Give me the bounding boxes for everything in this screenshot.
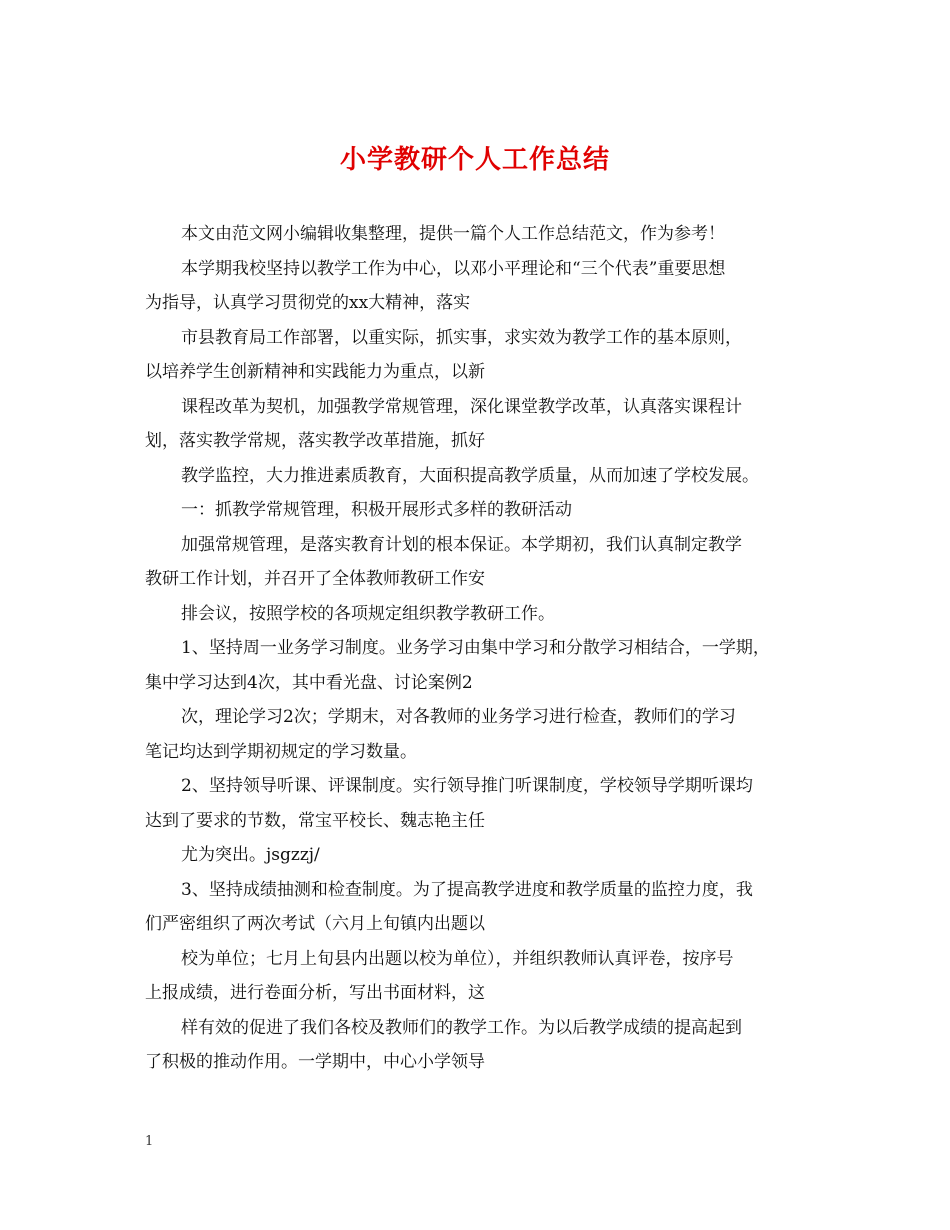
- text-line: 尤为突出。jsgzzj/: [181, 845, 320, 865]
- text-line: 一：抓教学常规管理，积极开展形式多样的教研活动: [181, 500, 572, 520]
- text-line: 以培养学生创新精神和实践能力为重点，以新: [145, 362, 485, 382]
- text-line: 3、坚持成绩抽测和检查制度。为了提高教学进度和教学质量的监控力度，我: [181, 879, 753, 900]
- text-line: 本文由范文网小编辑收集整理，提供一篇个人工作总结范文，作为参考！: [181, 224, 725, 244]
- text-line: 划，落实教学常规，落实教学改革措施，抓好: [145, 431, 485, 451]
- text-line: 教学监控，大力推进素质教育，大面积提高教学质量，从而加速了学校发展。: [181, 465, 759, 486]
- text-line: 们严密组织了两次考试（六月上旬镇内出题以: [145, 914, 485, 934]
- text-line: 本学期我校坚持以教学工作为中心，以邓小平理论和“三个代表”重要思想: [181, 258, 726, 279]
- text-line: 集中学习达到4次，其中看光盘、讨论案例2: [145, 672, 473, 693]
- text-line: 校为单位；七月上旬县内出题以校为单位），并组织教师认真评卷，按序号: [181, 948, 734, 969]
- document-title: 小学教研个人工作总结: [339, 145, 610, 175]
- text-line: 次，理论学习2次；学期末，对各教师的业务学习进行检查，教师们的学习: [181, 707, 736, 727]
- text-line: 2、坚持领导听课、评课制度。实行领导推门听课制度，学校领导学期听课均: [181, 776, 753, 796]
- text-line: 加强常规管理，是落实教育计划的根本保证。本学期初，我们认真制定教学: [181, 534, 742, 555]
- text-line: 笔记均达到学期初规定的学习数量。: [145, 741, 417, 762]
- text-line: 排会议，按照学校的各项规定组织教学教研工作。: [181, 603, 555, 624]
- document-body: [145, 217, 810, 1080]
- text-line: 为指导，认真学习贯彻党的xx大精神，落实: [145, 293, 471, 313]
- text-line: 样有效的促进了我们各校及教师们的教学工作。为以后教学成绩的提高起到: [181, 1017, 742, 1038]
- text-line: 达到了要求的节数，常宝平校长、魏志艳主任: [145, 810, 485, 831]
- text-line: 市县教育局工作部署，以重实际，抓实事，求实效为教学工作的基本原则，: [181, 327, 742, 348]
- text-line: 了积极的推动作用。一学期中，中心小学领导: [145, 1052, 485, 1072]
- page-number: 1: [145, 1134, 154, 1149]
- text-line: 上报成绩，进行卷面分析，写出书面材料，这: [145, 983, 485, 1003]
- text-line: 教研工作计划，并召开了全体教师教研工作安: [145, 569, 485, 589]
- text-line: 1、坚持周一业务学习制度。业务学习由集中学习和分散学习相结合，一学期，: [181, 638, 770, 658]
- text-line: 课程改革为契机，加强教学常规管理，深化课堂教学改革，认真落实课程计: [181, 396, 742, 417]
